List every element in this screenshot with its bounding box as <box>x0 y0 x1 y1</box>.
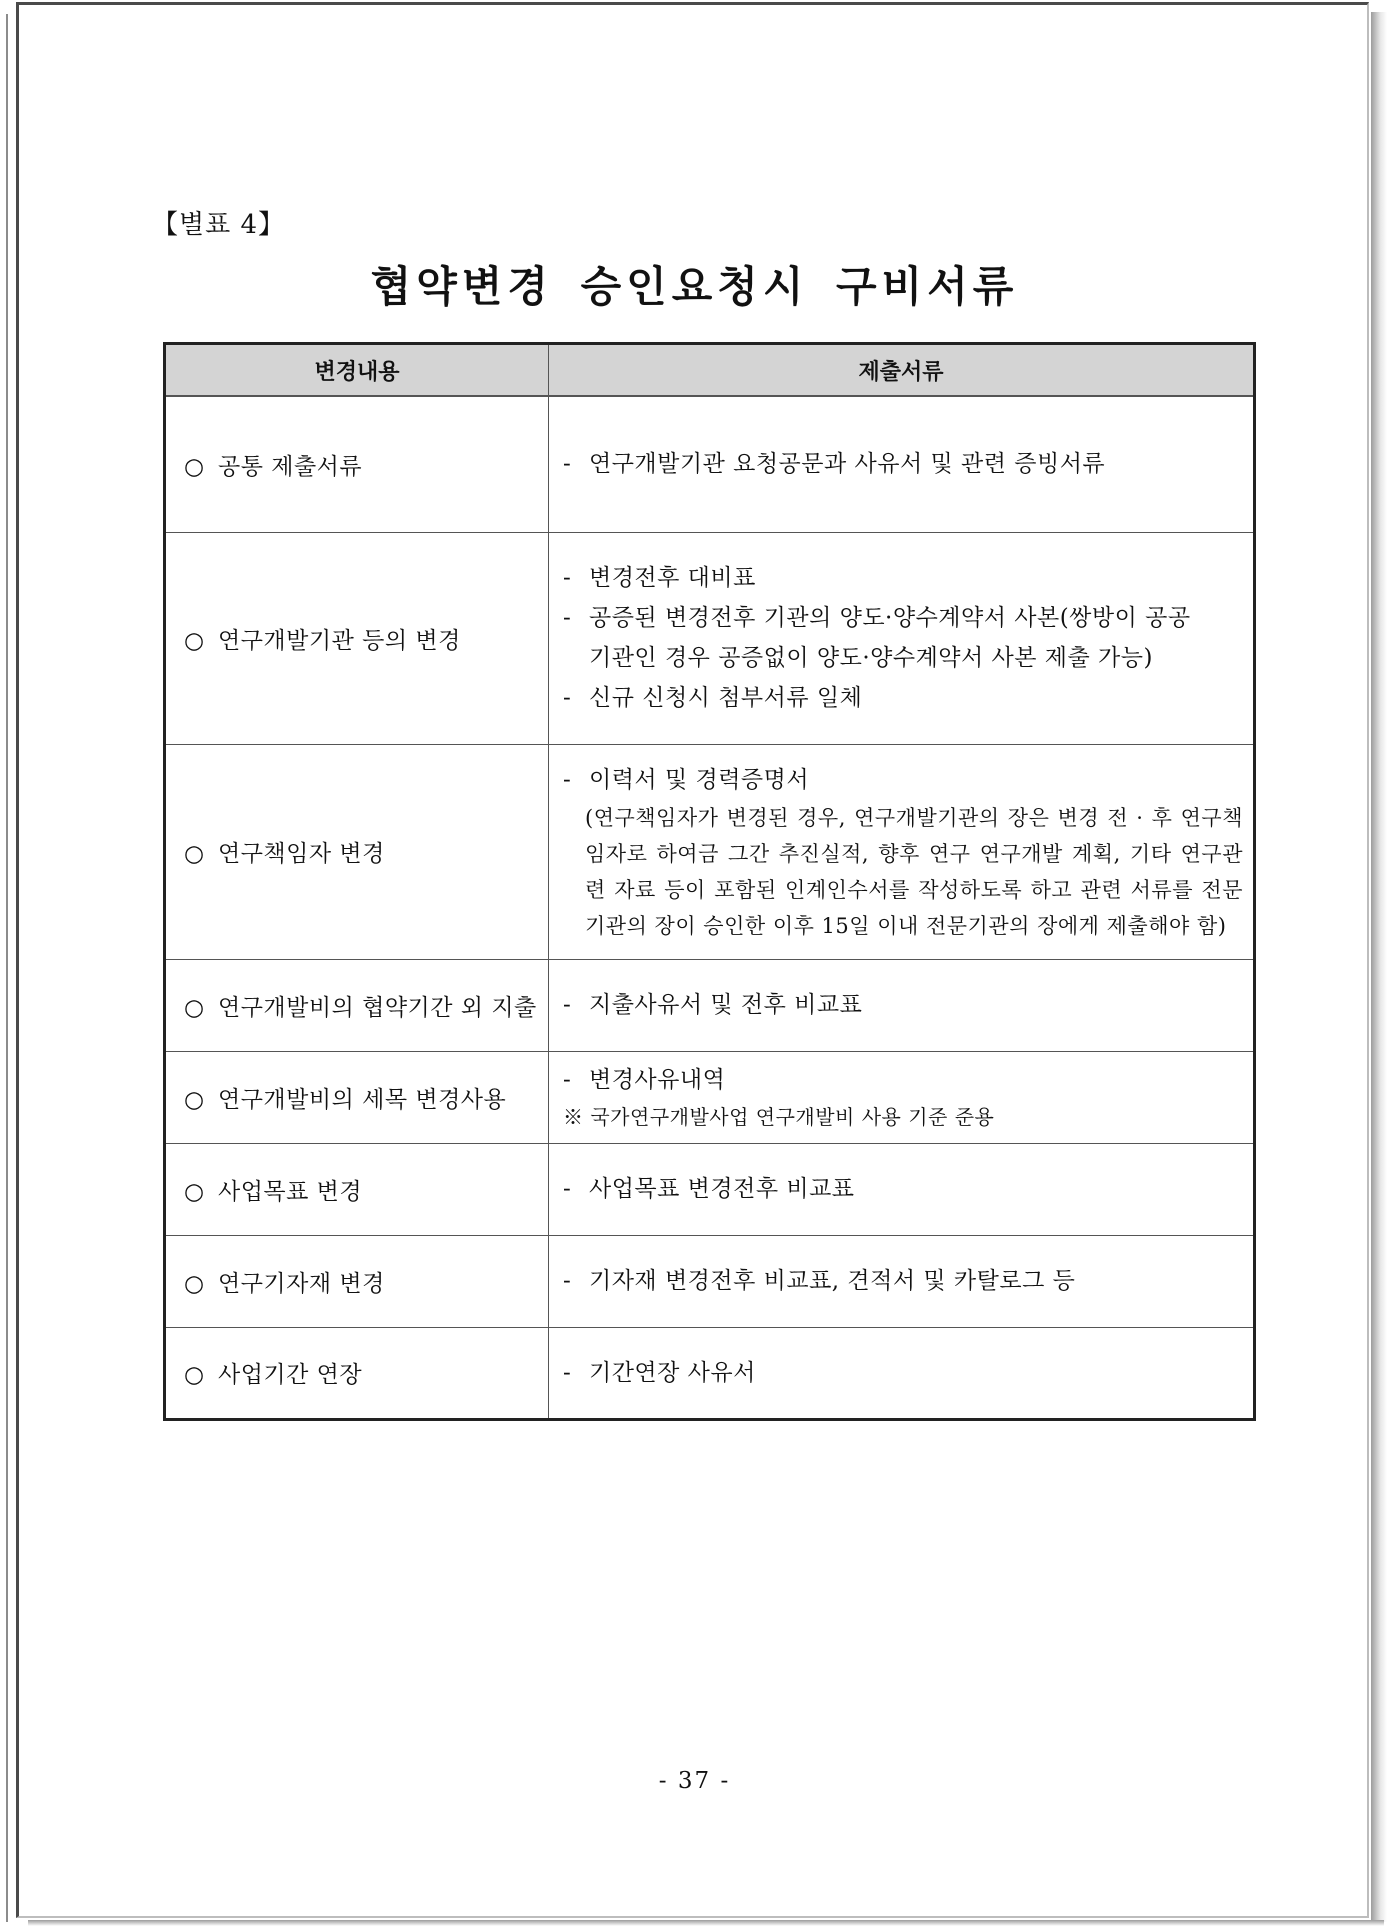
bullet-icon: ○ <box>184 453 205 480</box>
doc-text: 기자재 변경전후 비교표, 견적서 및 카탈로그 등 <box>589 1268 1076 1294</box>
dash-icon: - <box>563 451 572 478</box>
table-row <box>165 1235 1255 1327</box>
table-row <box>165 532 1255 744</box>
page-number: - 37 - <box>658 1768 731 1794</box>
table-row <box>165 1143 1255 1235</box>
doc-text: 이력서 및 경력증명서 <box>589 766 810 793</box>
header-submit-documents: 제출서류 <box>549 344 1255 397</box>
dash-icon: - <box>563 685 572 711</box>
dash-icon: - <box>563 766 572 793</box>
change-label: 공통 제출서류 <box>218 453 363 480</box>
docs-cell <box>549 1235 1255 1327</box>
doc-item <box>563 678 1243 718</box>
doc-item <box>563 1169 1243 1209</box>
change-label: 연구개발기관 등의 변경 <box>218 627 461 654</box>
dash-icon: - <box>563 1176 572 1202</box>
annex-label: 【별표 4】 <box>152 210 286 240</box>
bullet-icon: ○ <box>184 627 205 654</box>
header-change-content: 변경내용 <box>165 344 549 397</box>
bullet-icon: ○ <box>184 1362 205 1388</box>
doc-text: 사업목표 변경전후 비교표 <box>589 1176 855 1202</box>
doc-item <box>563 558 1243 598</box>
doc-item <box>563 1353 1243 1393</box>
doc-item <box>563 985 1243 1025</box>
dash-icon: - <box>563 1359 572 1386</box>
docs-cell <box>549 1327 1255 1419</box>
table-row <box>165 1327 1255 1419</box>
change-cell <box>165 396 549 532</box>
page-shadow-bottom <box>28 1920 1384 1926</box>
dash-icon: - <box>563 992 572 1018</box>
table-row <box>165 396 1255 532</box>
doc-item <box>563 1060 1243 1100</box>
change-label: 사업목표 변경 <box>218 1178 363 1205</box>
change-label: 연구개발비의 세목 변경사용 <box>218 1086 507 1113</box>
change-label: 연구기자재 변경 <box>218 1270 385 1297</box>
dash-icon: - <box>563 1067 572 1093</box>
doc-text: 기간연장 사유서 <box>589 1359 756 1386</box>
change-label: 연구개발비의 협약기간 외 지출 <box>218 994 537 1021</box>
dash-icon: - <box>563 605 572 631</box>
bullet-icon: ○ <box>184 994 205 1021</box>
change-cell <box>165 532 549 744</box>
change-cell <box>165 1051 549 1143</box>
doc-text: 신규 신청시 첨부서류 일체 <box>589 685 863 711</box>
bullet-icon: ○ <box>184 841 205 867</box>
change-label: 연구책임자 변경 <box>218 841 385 867</box>
doc-item <box>563 444 1243 484</box>
doc-text: 변경사유내역 <box>589 1067 726 1093</box>
change-cell <box>165 744 549 959</box>
doc-item <box>563 598 1243 638</box>
doc-item-continued <box>563 638 1243 678</box>
required-documents-table <box>163 342 1256 1421</box>
change-cell <box>165 959 549 1051</box>
document-title: 협약변경 승인요청시 구비서류 <box>370 262 1019 311</box>
docs-cell <box>549 1051 1255 1143</box>
dash-icon: - <box>563 565 572 591</box>
table-row <box>165 959 1255 1051</box>
bullet-icon: ○ <box>184 1178 205 1205</box>
doc-text: 연구개발기관 요청공문과 사유서 및 관련 증빙서류 <box>589 451 1106 478</box>
doc-subnote: ※ 국가연구개발사업 연구개발비 사용 기준 준용 <box>563 1105 995 1129</box>
table-row <box>165 1051 1255 1143</box>
doc-text: 공증된 변경전후 기관의 양도·양수계약서 사본(쌍방이 공공 <box>589 605 1191 631</box>
docs-cell <box>549 532 1255 744</box>
bullet-icon: ○ <box>184 1270 205 1297</box>
docs-cell <box>549 744 1255 959</box>
doc-text: 변경전후 대비표 <box>589 565 756 591</box>
change-cell <box>165 1327 549 1419</box>
doc-note: (연구책임자가 변경된 경우, 연구개발기관의 장은 변경 전 · 후 연구책임자로 하여금 그간 추진실적, 향후 연구 연구개발 계획, 기타 연구관련 자료 등이 포함된 인계인수서를 작성하도록 하고 관련 서류를 전문기관의 장이 승인한 이후 15일 이내 전문기관의 장에게 제출해야 함) <box>585 805 1243 938</box>
doc-item <box>563 760 1243 800</box>
table-row <box>165 744 1255 959</box>
change-label: 사업기간 연장 <box>218 1362 363 1388</box>
change-cell <box>165 1143 549 1235</box>
docs-cell <box>549 1143 1255 1235</box>
docs-cell <box>549 959 1255 1051</box>
bullet-icon: ○ <box>184 1086 205 1113</box>
dash-icon: - <box>563 1268 572 1294</box>
change-cell <box>165 1235 549 1327</box>
doc-text: 지출사유서 및 전후 비교표 <box>589 992 863 1018</box>
docs-cell <box>549 396 1255 532</box>
table-header-row <box>165 344 1255 397</box>
doc-item <box>563 1261 1243 1301</box>
doc-text: 기관인 경우 공증없이 양도·양수계약서 사본 제출 가능) <box>589 645 1153 671</box>
